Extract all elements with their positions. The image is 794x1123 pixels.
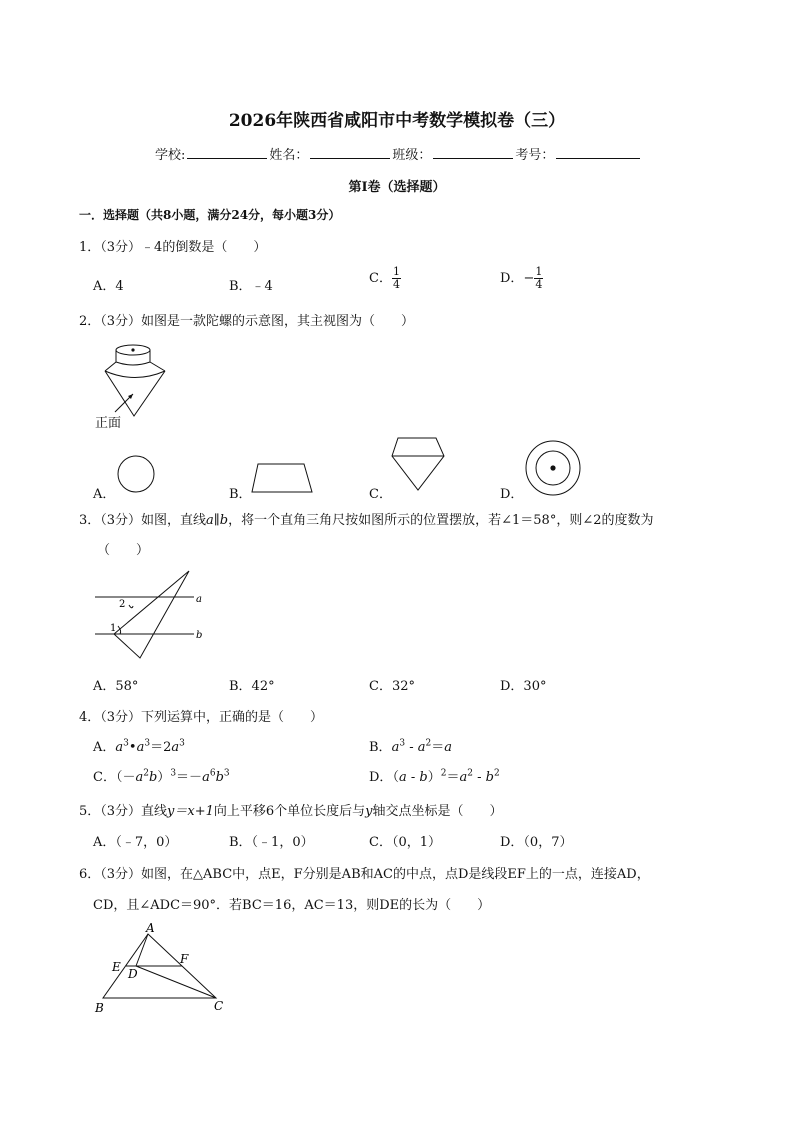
q6-stem-line2: CD，且∠ADC＝90°．若BC＝16，AC＝13，则DE的长为（ ） — [93, 898, 491, 913]
q6-label-c: C — [214, 999, 224, 1013]
q2-front-label: 正面 — [95, 416, 122, 431]
exam-no-field[interactable] — [556, 144, 640, 159]
q1-option-a: A．4 — [93, 279, 124, 294]
q4-option-b: B．$a^3 - a^2=a$ — [369, 738, 453, 755]
school-field[interactable] — [187, 144, 267, 159]
q3-option-b: B．42° — [229, 679, 275, 694]
q2-option-c-pentagon — [388, 436, 450, 494]
q3-parallel-lines-figure — [92, 568, 217, 662]
q5-option-c: C．（0，1） — [369, 835, 441, 850]
q2-option-b-trapezoid — [248, 462, 316, 496]
q1-option-b: B．﹣4 — [229, 279, 273, 294]
section-title: 一．选择题（共8小题，满分24分，每小题3分） — [79, 208, 341, 222]
q3-label-a: a — [196, 594, 202, 605]
q4-stem: 4．（3分）下列运算中，正确的是（ ） — [79, 710, 324, 725]
q2-option-d-concentric-circles — [524, 440, 584, 498]
name-field[interactable] — [310, 144, 390, 159]
q3-label-1: 1 — [110, 623, 117, 634]
school-label: 学校: — [155, 148, 186, 163]
q6-triangle-figure — [90, 920, 230, 1016]
q3-label-2: 2 — [119, 599, 126, 610]
class-label: 班级： — [392, 148, 432, 163]
q1-option-d: D．− $\frac{1}{4}$ — [500, 265, 543, 291]
q2-option-b: B． — [229, 487, 252, 502]
q2-option-a-circle — [116, 455, 158, 495]
student-info-line — [155, 144, 642, 163]
q5-option-a: A．（﹣7，0） — [93, 835, 178, 850]
q6-label-d: D — [128, 967, 138, 981]
page-title: 2026年陕西省咸阳市中考数学模拟卷（三） — [228, 111, 566, 131]
q5-stem: 5．（3分）直线y＝x+1向上平移6个单位长度后与y轴交点坐标是（ ） — [79, 804, 503, 819]
q1-option-d-label: D． — [500, 271, 524, 286]
q1-option-c-label: C． — [369, 271, 392, 286]
q1-stem: 1．（3分）﹣4的倒数是（ ） — [79, 240, 267, 255]
q3-option-a: A．58° — [93, 679, 139, 694]
q6-stem-line1: 6．（3分）如图，在△ABC中，点E，F分别是AB和AC的中点，点D是线段EF上的一点，连接AD， — [79, 867, 650, 882]
q6-label-a: A — [146, 921, 155, 935]
q3-stem: 3．（3分）如图，直线a∥b，将一个直角三角尺按如图所示的位置摆放，若∠1＝58°，则∠2的度数为 — [79, 513, 654, 528]
q1-option-d-fraction: $\frac{1}{4}$ — [535, 265, 543, 291]
exam-no-label: 考号： — [515, 148, 555, 163]
q6-label-b: B — [95, 1001, 104, 1015]
name-label: 姓名： — [269, 148, 309, 163]
q6-label-f: F — [180, 952, 189, 966]
q2-stem: 2．（3分）如图是一款陀螺的示意图，其主视图为（ ） — [79, 314, 415, 329]
q6-label-e: E — [112, 960, 121, 974]
volume-title: 第Ⅰ卷（选择题） — [348, 180, 446, 195]
q2-option-a: A． — [93, 487, 116, 502]
q3-option-c: C．32° — [369, 679, 415, 694]
q1-option-c — [369, 266, 401, 291]
q5-option-b: B．（﹣1，0） — [229, 835, 314, 850]
q4-option-d: D．$(a - b)^2=a^2 - b^2$ — [369, 768, 500, 785]
q4-option-c: C．$(-a^2b)^3=-a^6b^3$ — [93, 768, 230, 785]
q1-option-c-fraction: $\frac{1}{4}$ — [392, 265, 400, 291]
q2-option-d: D． — [500, 487, 524, 502]
q3-stem-line2: （ ） — [97, 543, 150, 558]
q4-option-a: A．$a^3•a^3=2a^3$ — [93, 738, 185, 755]
q3-label-b: b — [196, 630, 203, 641]
class-field[interactable] — [433, 144, 513, 159]
q3-option-d: D．30° — [500, 679, 547, 694]
q5-option-d: D．（0，7） — [500, 835, 573, 850]
q2-option-c: C． — [369, 487, 392, 502]
